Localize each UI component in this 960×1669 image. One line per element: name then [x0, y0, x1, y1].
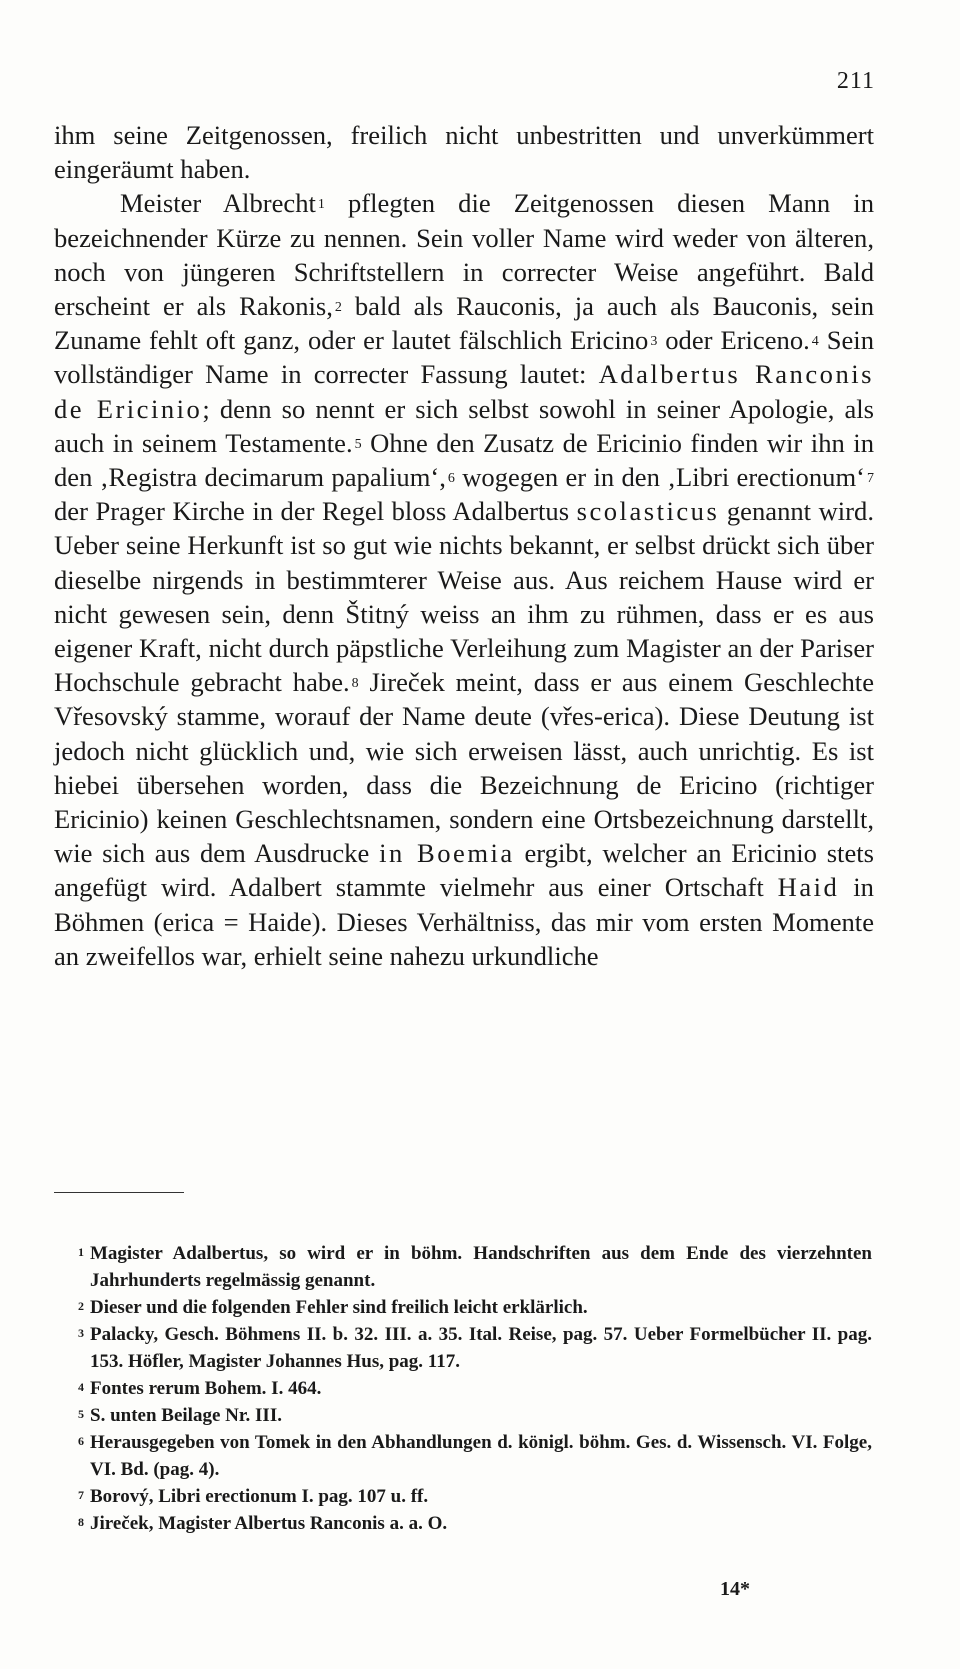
footnote-mark: 1 [78, 1245, 84, 1259]
page-number: 211 [836, 68, 875, 94]
footnote-2 [54, 1294, 872, 1321]
footnote-ref-2: 2 [334, 300, 342, 316]
footnote-8 [54, 1510, 872, 1537]
footnote-ref-7: 7 [867, 471, 874, 487]
footnote-text: Jireček, Magister Albertus Ranconis a. a. O. [90, 1513, 448, 1534]
text-run: in Böhmen (erica = Haide). Dieses Verhältniss, das mir vom ersten Momente an zweifellos war, erhielt seine nahezu urkundliche [54, 872, 874, 971]
spaced-in-boemia: in Boemia [379, 838, 515, 869]
body-text [54, 118, 874, 973]
footnote-text: Herausgegeben von Tomek in den Abhandlungen d. königl. böhm. Ges. d. Wissensch. VI. Folge, VI. Bd. (pag. 4). [90, 1432, 872, 1480]
footnote-3 [54, 1321, 872, 1375]
spaced-name: Adalbertus Ranconis de Ericinio [54, 359, 874, 424]
footnote-mark: 8 [78, 1515, 84, 1529]
footnote-1 [54, 1240, 872, 1294]
text-run: pflegten die Zeitgenossen diesen Mann in bezeichnender Kürze zu nennen. Sein voller Name wird weder von älteren, noch von jüngeren Schriftstellern in correcter Weise angeführt. Bald erscheint er als Rakonis, [54, 188, 874, 322]
paragraph-1: ihm seine Zeitgenossen, freilich nicht unbestritten und unverkümmert eingeräumt haben. [54, 120, 874, 185]
text-run: ; denn so nennt er sich selbst sowohl in seiner Apologie, als auch in seinem Testamente. [54, 393, 874, 458]
text-run: Jireček meint, dass er aus einem Geschlechte Vřesovský stamme, worauf der Name deute (vřes-erica). Diese Deutung ist jedoch nicht glücklich und, wie sich erweisen lässt, auch unrichtig. Es ist hiebei übersehen worden, dass die Bezeichnung de Ericino (richtiger Ericinio) keinen Geschlechtsnamen, sondern eine Ortsbezeichnung darstellt, wie sich aus dem Ausdrucke [54, 667, 874, 869]
text-run: oder Ericeno. [657, 325, 810, 356]
footnote-ref-5: 5 [354, 436, 362, 452]
spaced-scolasticus: scolasticus [576, 496, 720, 527]
footnote-mark: 3 [78, 1326, 84, 1340]
text-run: bald als Rauconis, ja auch als Bauconis, sein Zuname fehlt oft ganz, oder er lautet fälschlich Ericino [54, 291, 875, 356]
footnote-mark: 5 [78, 1407, 84, 1421]
text-run: der Prager Kirche in der Regel bloss Adalbertus [54, 496, 577, 527]
footnote-4 [54, 1375, 872, 1402]
text-run: ergibt, welcher an Ericinio stets angefügt wird. Adalbert stammte vielmehr aus einer Ortschaft [54, 838, 874, 903]
footnote-ref-1: 1 [317, 197, 325, 213]
footnote-ref-3: 3 [650, 334, 658, 350]
footnote-text: Fontes rerum Bohem. I. 464. [90, 1378, 322, 1399]
footnote-text: S. unten Beilage Nr. III. [90, 1405, 282, 1426]
text-run: Meister Albrecht [120, 188, 316, 219]
footnote-5 [54, 1402, 872, 1429]
footnote-text: Magister Adalbertus, so wird er in böhm. Handschriften aus dem Ende des vierzehnten Jahrhunderts regelmässig genannt. [90, 1243, 872, 1291]
footnote-mark: 2 [78, 1299, 84, 1313]
text-run: genannt wird. Ueber seine Herkunft ist so gut wie nichts bekannt, er selbst drückt sich über dieselbe nirgends in bestimmterer Weise aus. Aus reichem Hause wird er nicht gewesen sein, denn Štitný weiss an ihm zu rühmen, dass er es aus eigener Kraft, nicht durch päpstliche Verleihung zum Magister an der Pariser Hochschule gebracht habe. [54, 496, 874, 698]
footnote-text: Borový, Libri erectionum I. pag. 107 u. ff. [90, 1486, 429, 1507]
footnote-6 [54, 1429, 872, 1483]
footnotes [54, 1240, 872, 1537]
footnote-divider [54, 1192, 184, 1193]
signature-mark: 14* [720, 1578, 750, 1600]
footnote-mark: 7 [78, 1488, 84, 1502]
text-run: wogegen er in den ‚Libri erectionum‘ [454, 462, 865, 493]
footnote-text: Dieser und die folgenden Fehler sind freilich leicht erklärlich. [90, 1297, 588, 1318]
footnote-text: Palacky, Gesch. Böhmens II. b. 32. III. a. 35. Ital. Reise, pag. 57. Ueber Formelbücher II. pag. 153. Höfler, Magister Johannes Hus, pag. 117. [90, 1324, 872, 1372]
footnote-mark: 4 [78, 1380, 84, 1394]
footnote-ref-8: 8 [351, 676, 359, 692]
text-run: Ohne den Zusatz de Ericinio finden wir ihn in den ‚Registra decimarum papalium‘, [54, 427, 874, 493]
footnote-ref-4: 4 [811, 334, 819, 350]
spaced-haid: Haid [777, 872, 840, 903]
footnote-mark: 6 [78, 1434, 84, 1448]
footnote-ref-6: 6 [447, 471, 455, 487]
footnote-7 [54, 1483, 872, 1510]
paragraph-2 [54, 186, 874, 973]
text-run: Sein vollständiger Name in correcter Fassung lautet: [54, 325, 874, 390]
